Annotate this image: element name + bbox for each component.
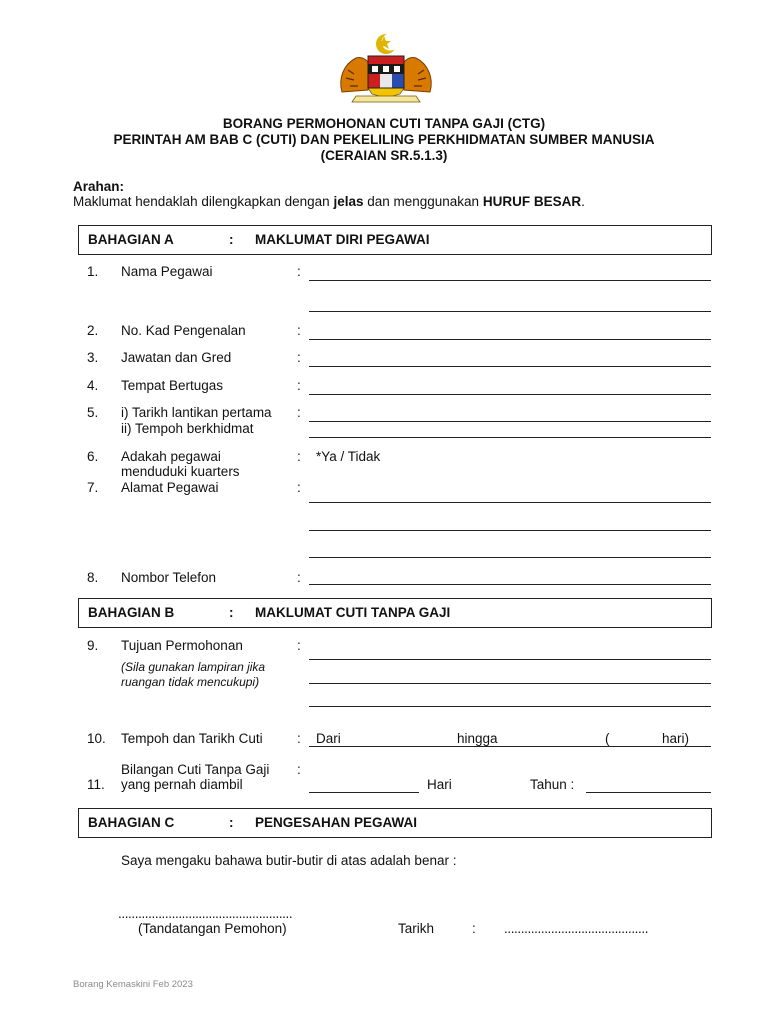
field-11-days-label: Hari (427, 777, 452, 792)
date-field[interactable]: ........................................... (504, 921, 649, 936)
field-9-line[interactable] (309, 659, 711, 660)
field-1-line-2[interactable] (309, 311, 711, 312)
field-11-days-line[interactable] (309, 792, 419, 793)
field-9-note-2: ruangan tidak mencukupi) (121, 675, 260, 689)
section-b-header (78, 598, 712, 628)
field-10-to-label: hingga (457, 731, 498, 746)
field-3-number: 3. (87, 350, 99, 365)
field-8-label: Nombor Telefon (121, 570, 217, 585)
section-b-title: MAKLUMAT CUTI TANPA GAJI (255, 605, 451, 620)
signature-label: (Tandatangan Pemohon) (138, 921, 287, 936)
field-6-number: 6. (87, 449, 99, 464)
field-8-number: 8. (87, 570, 99, 585)
date-colon: : (472, 921, 476, 936)
field-10-days-label: hari) (662, 731, 690, 746)
field-5-line[interactable] (309, 421, 711, 422)
field-10-line[interactable] (309, 746, 711, 747)
field-10-paren: ( (605, 731, 610, 746)
field-8-line[interactable] (309, 584, 711, 585)
field-11-colon: : (297, 762, 301, 777)
footer-note: Borang Kemaskini Feb 2023 (73, 979, 193, 990)
declaration-statement: Saya mengaku bahawa butir-butir di atas adalah benar : (121, 853, 457, 868)
field-4-colon: : (297, 378, 301, 393)
field-10-label: Tempoh dan Tarikh Cuti (121, 731, 263, 746)
field-4-label: Tempat Bertugas (121, 378, 224, 393)
field-5-label-2: ii) Tempoh berkhidmat (121, 421, 254, 436)
field-7-colon: : (297, 480, 301, 495)
field-3-colon: : (297, 350, 301, 365)
field-2-label: No. Kad Pengenalan (121, 323, 246, 338)
instructions-heading: Arahan: (73, 179, 125, 194)
section-c-colon: : (229, 815, 234, 830)
field-1-number: 1. (87, 264, 99, 279)
date-label: Tarikh (398, 921, 435, 936)
field-11-year-line[interactable] (586, 792, 711, 793)
field-11-year-label: Tahun : (530, 777, 575, 792)
field-2-line[interactable] (309, 339, 711, 340)
field-9-label: Tujuan Permohonan (121, 638, 243, 653)
field-8-colon: : (297, 570, 301, 585)
field-5-number: 5. (87, 405, 99, 420)
field-10-colon: : (297, 731, 301, 746)
field-2-number: 2. (87, 323, 99, 338)
field-9-note: (Sila gunakan lampiran jika (121, 660, 266, 674)
instructions-text: Maklumat hendaklah dilengkapkan dengan jelas dan menggunakan HURUF BESAR. (73, 194, 585, 209)
field-1-label: Nama Pegawai (121, 264, 213, 279)
coat-of-arms-emblem (334, 30, 438, 108)
section-a-label: BAHAGIAN A (88, 232, 174, 247)
field-1-line[interactable] (309, 280, 711, 281)
field-7-label: Alamat Pegawai (121, 480, 219, 495)
field-5-label: i) Tarikh lantikan pertama (121, 405, 272, 420)
field-6-label: Adakah pegawai (121, 449, 221, 464)
field-9-line-3[interactable] (309, 706, 711, 707)
field-3-label: Jawatan dan Gred (121, 350, 232, 365)
section-c-title: PENGESAHAN PEGAWAI (255, 815, 418, 830)
section-a-colon: : (229, 232, 234, 247)
field-2-colon: : (297, 323, 301, 338)
field-1-colon: : (297, 264, 301, 279)
field-6-colon: : (297, 449, 301, 464)
section-c-label: BAHAGIAN C (88, 815, 175, 830)
section-b-colon: : (229, 605, 234, 620)
field-11-number: 11. (87, 777, 105, 792)
field-5-line-2[interactable] (309, 437, 711, 438)
field-7-line-3[interactable] (309, 557, 711, 558)
form-reference: (CERAIAN SR.5.1.3) (320, 148, 448, 163)
field-10-from-label: Dari (316, 731, 341, 746)
section-a-header (78, 225, 712, 255)
field-7-line[interactable] (309, 502, 711, 503)
field-6-value[interactable]: *Ya / Tidak (316, 449, 381, 464)
field-4-line[interactable] (309, 394, 711, 395)
field-7-line-2[interactable] (309, 530, 711, 531)
field-9-number: 9. (87, 638, 99, 653)
field-5-colon: : (297, 405, 301, 420)
signature-field[interactable]: .................................................... (118, 906, 293, 921)
section-c-header (78, 808, 712, 838)
field-10-number: 10. (87, 731, 106, 746)
field-9-colon: : (297, 638, 301, 653)
form-subtitle: PERINTAH AM BAB C (CUTI) DAN PEKELILING PERKHIDMATAN SUMBER MANUSIA (113, 132, 655, 147)
field-3-line[interactable] (309, 366, 711, 367)
field-4-number: 4. (87, 378, 99, 393)
field-11-label: Bilangan Cuti Tanpa Gaji (121, 762, 270, 777)
field-9-line-2[interactable] (309, 683, 711, 684)
form-title: BORANG PERMOHONAN CUTI TANPA GAJI (CTG) (222, 116, 546, 131)
field-11-label-2: yang pernah diambil (121, 777, 243, 792)
section-a-title: MAKLUMAT DIRI PEGAWAI (255, 232, 430, 247)
field-7-number: 7. (87, 480, 99, 495)
section-b-label: BAHAGIAN B (88, 605, 175, 620)
field-6-label-2: menduduki kuarters (121, 464, 240, 479)
